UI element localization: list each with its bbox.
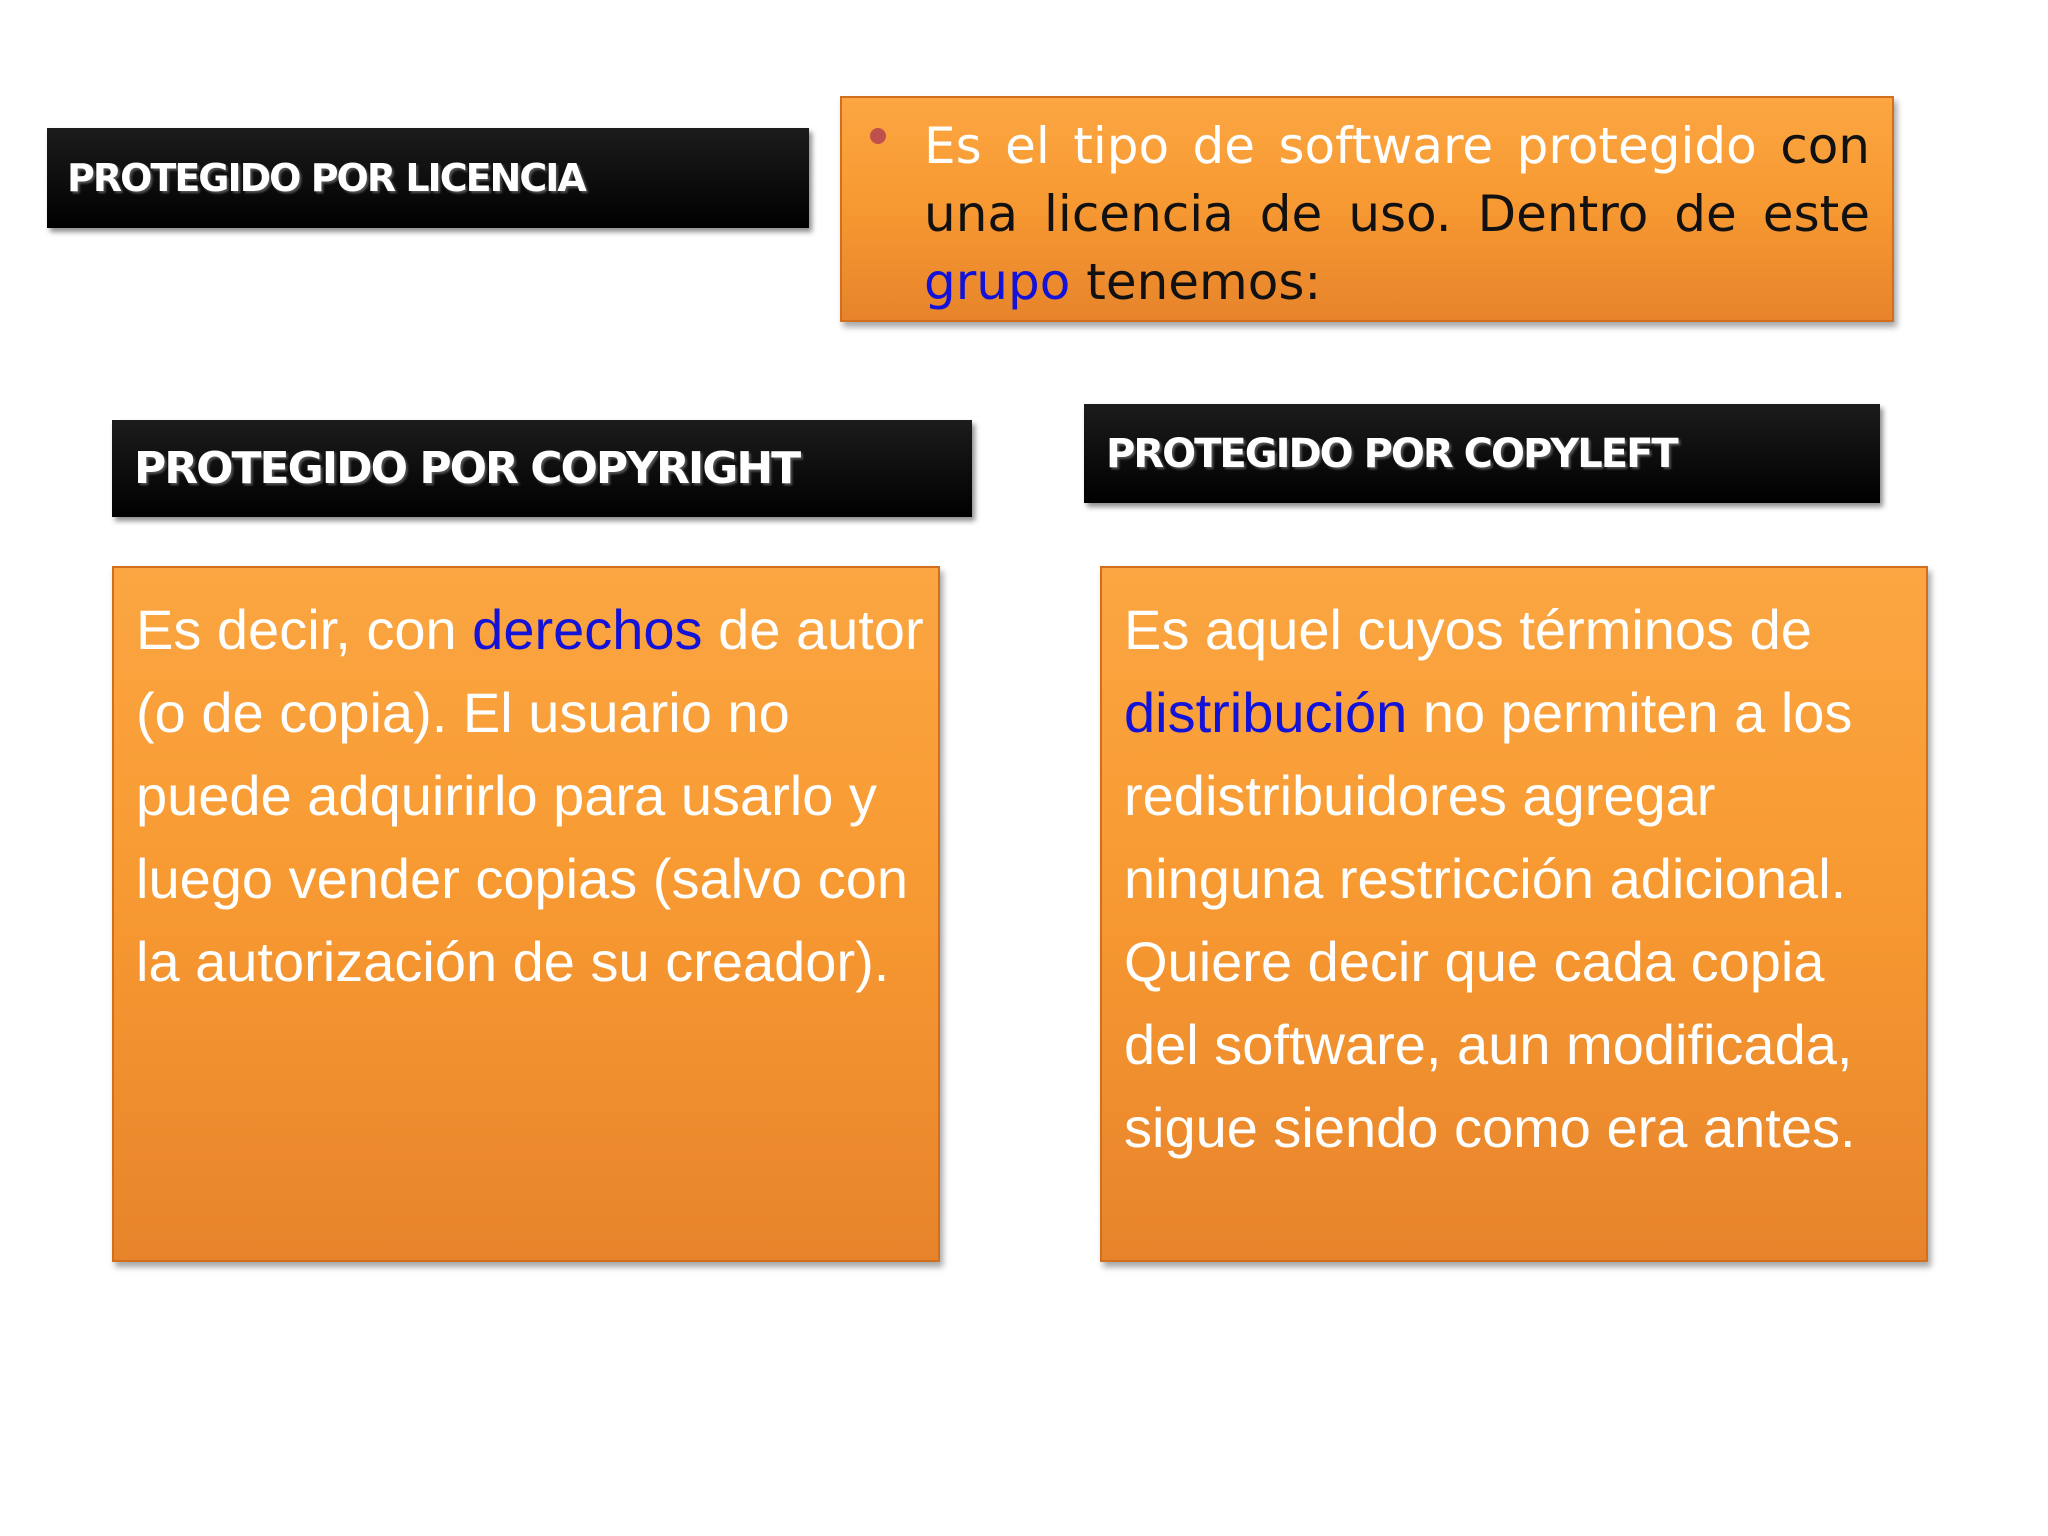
licencia-description-end: tenemos: — [1086, 253, 1322, 311]
copyright-description-box — [112, 566, 940, 1262]
copyright-label-bar — [112, 420, 972, 517]
copyright-text-end: de autor (o de copia). El usuario no puede adquirirlo para usarlo y luego vender copias (salvo con la autorización de su creador). — [136, 598, 924, 993]
copyleft-text-end: no permiten a los redistribuidores agregar ninguna restricción adicional. Quiere decir que cada copia del software, aun modificada, sigue siendo como era antes. — [1124, 681, 1856, 1159]
copyright-keyword-link[interactable]: derechos — [472, 598, 703, 661]
licencia-description — [924, 112, 1870, 316]
licencia-label: PROTEGIDO POR LICENCIA — [67, 156, 585, 200]
copyleft-description-box — [1100, 566, 1928, 1262]
licencia-description-body: con una licencia de uso. Dentro de este — [924, 117, 1870, 243]
copyleft-label-bar — [1084, 404, 1880, 503]
bullet-icon — [870, 128, 886, 144]
copyright-label: PROTEGIDO POR COPYRIGHT — [134, 443, 800, 494]
licencia-description-lead: Es el tipo de software protegido — [924, 117, 1757, 175]
licencia-label-bar — [47, 128, 809, 228]
copyleft-description — [1124, 588, 1914, 1169]
copyleft-text-start: Es aquel cuyos términos de — [1124, 598, 1812, 661]
copyright-description — [136, 588, 926, 1003]
licencia-keyword-link[interactable]: grupo — [924, 253, 1071, 311]
copyright-text-start: Es decir, con — [136, 598, 457, 661]
copyleft-label: PROTEGIDO POR COPYLEFT — [1106, 430, 1677, 477]
licencia-description-box — [840, 96, 1894, 322]
copyleft-keyword-link[interactable]: distribución — [1124, 681, 1408, 744]
